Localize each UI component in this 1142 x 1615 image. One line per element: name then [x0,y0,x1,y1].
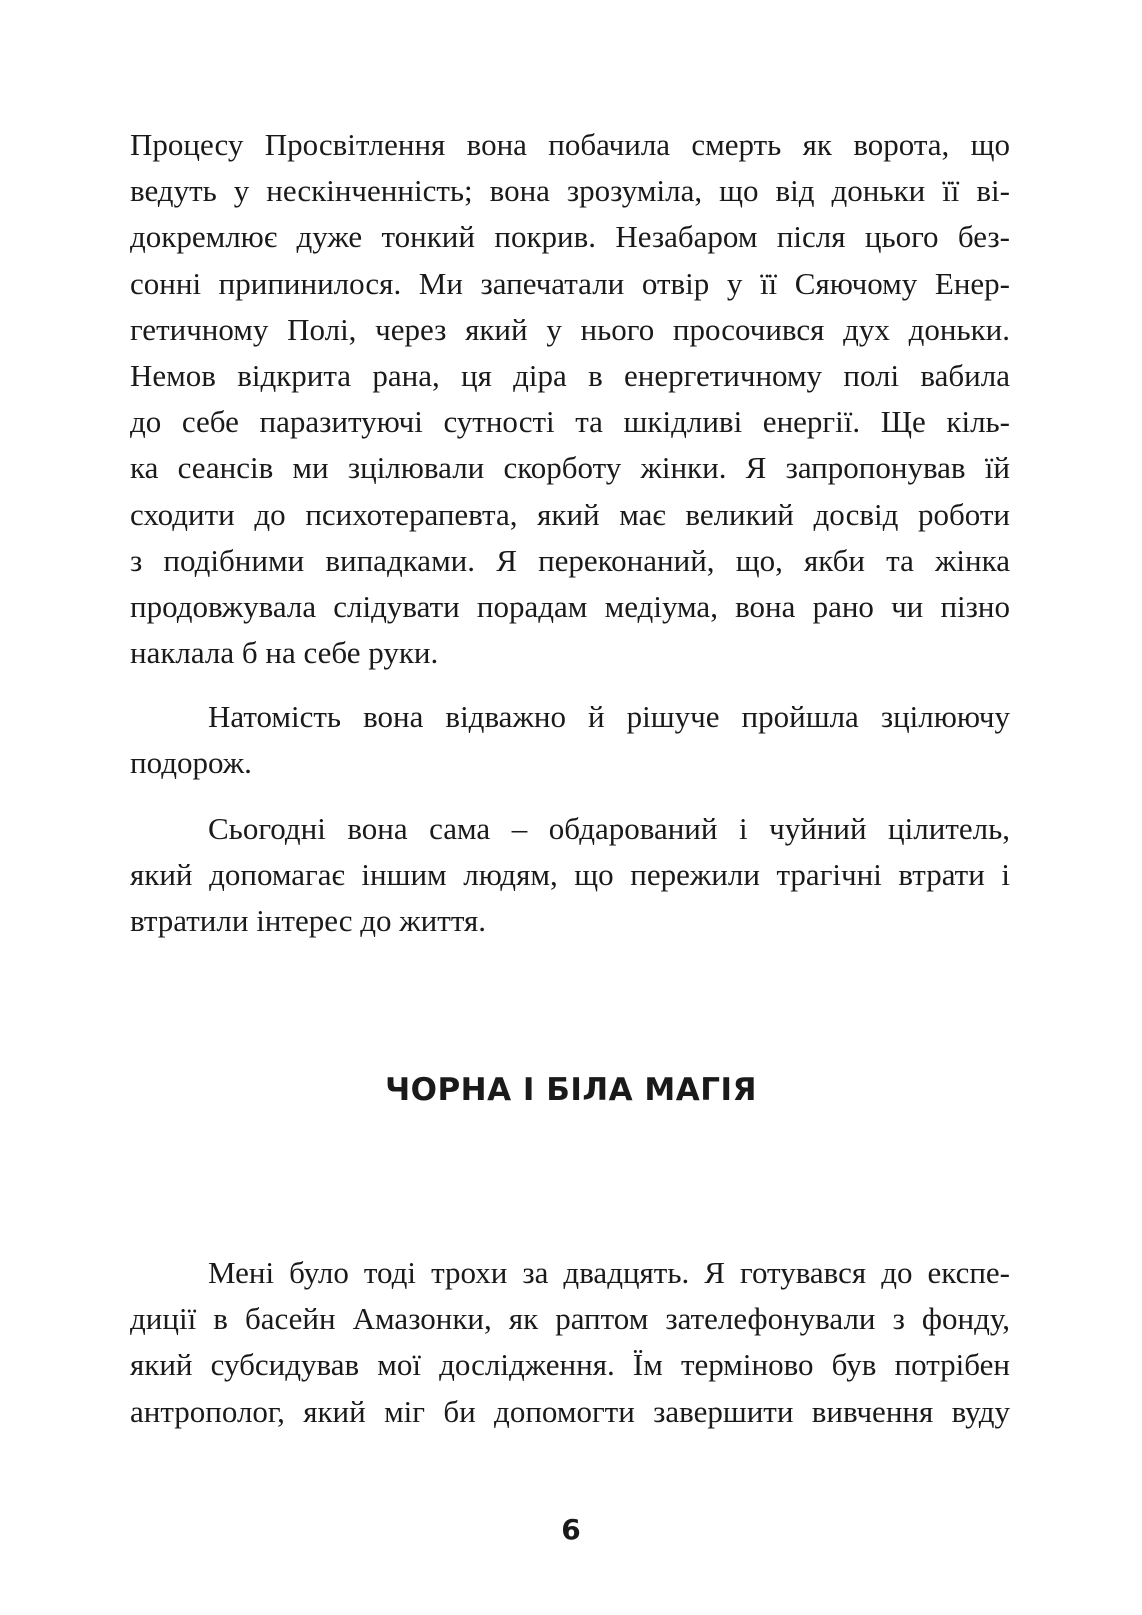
paragraph-line: докремлює дуже тонкий покрив. Незабаром після цього без- [130,219,1010,255]
paragraph-line: до себе паразитуючі сутності та шкідливі енергії. Ще кіль- [130,404,1010,440]
paragraph-line: Мені було тоді трохи за двадцять. Я готувався до експе- [208,1255,1010,1290]
paragraph-line: сходити до психотерапевта, який має великий досвід роботи [130,496,1010,532]
paragraph-line: ка сеансів ми зцілювали скорботу жінки. Я запропонував їй [130,450,1010,486]
paragraph-2 [130,694,1010,786]
paragraph-3 [130,806,1010,945]
paragraph-4 [130,1250,1010,1435]
paragraph-line: подорож. [130,745,252,781]
paragraph-1 [130,122,1010,676]
paragraph-line: Натомість вона відважно й рішуче пройшла зцілюючу [208,699,1010,734]
paragraph-line: який допомагає іншим людям, що пережили трагічні втрати і [130,857,1010,893]
paragraph-line: Немов відкрита рана, ця діра в енергетичному полі вабила [130,358,1010,394]
paragraph-line: наклала б на себе руки. [130,635,439,671]
paragraph-line: Сьогодні вона сама – обдарований і чуйний цілитель, [208,811,1010,846]
paragraph-line: з подібними випадками. Я переконаний, що, якби та жінка [130,542,1010,578]
paragraph-line: антрополог, який міг би допомогти завершити вивчення вуду [130,1393,1010,1429]
paragraph-line: диції в басейн Амазонки, як раптом зателефонували з фонду, [130,1301,1010,1337]
paragraph-line: гетичному Полі, через який у нього просочився дух доньки. [130,311,1010,347]
paragraph-line: ведуть у нескінченність; вона зрозуміла, що від доньки її ві- [130,173,1010,209]
paragraph-line: продовжувала слідувати порадам медіума, вона рано чи пізно [130,589,1010,625]
paragraph-line: який субсидував мої дослідження. Їм терміново був потрібен [130,1347,1010,1383]
paragraph-line: втратили інтерес до життя. [130,903,486,939]
paragraph-line: сонні припинилося. Ми запечатали отвір у її Сяючому Енер- [130,265,1010,301]
paragraph-line: Процесу Просвітлення вона побачила смерть як ворота, що [130,127,1010,162]
page-number: 6 [561,1513,581,1546]
section-heading: ЧОРНА І БІЛА МАГІЯ [385,1072,757,1108]
